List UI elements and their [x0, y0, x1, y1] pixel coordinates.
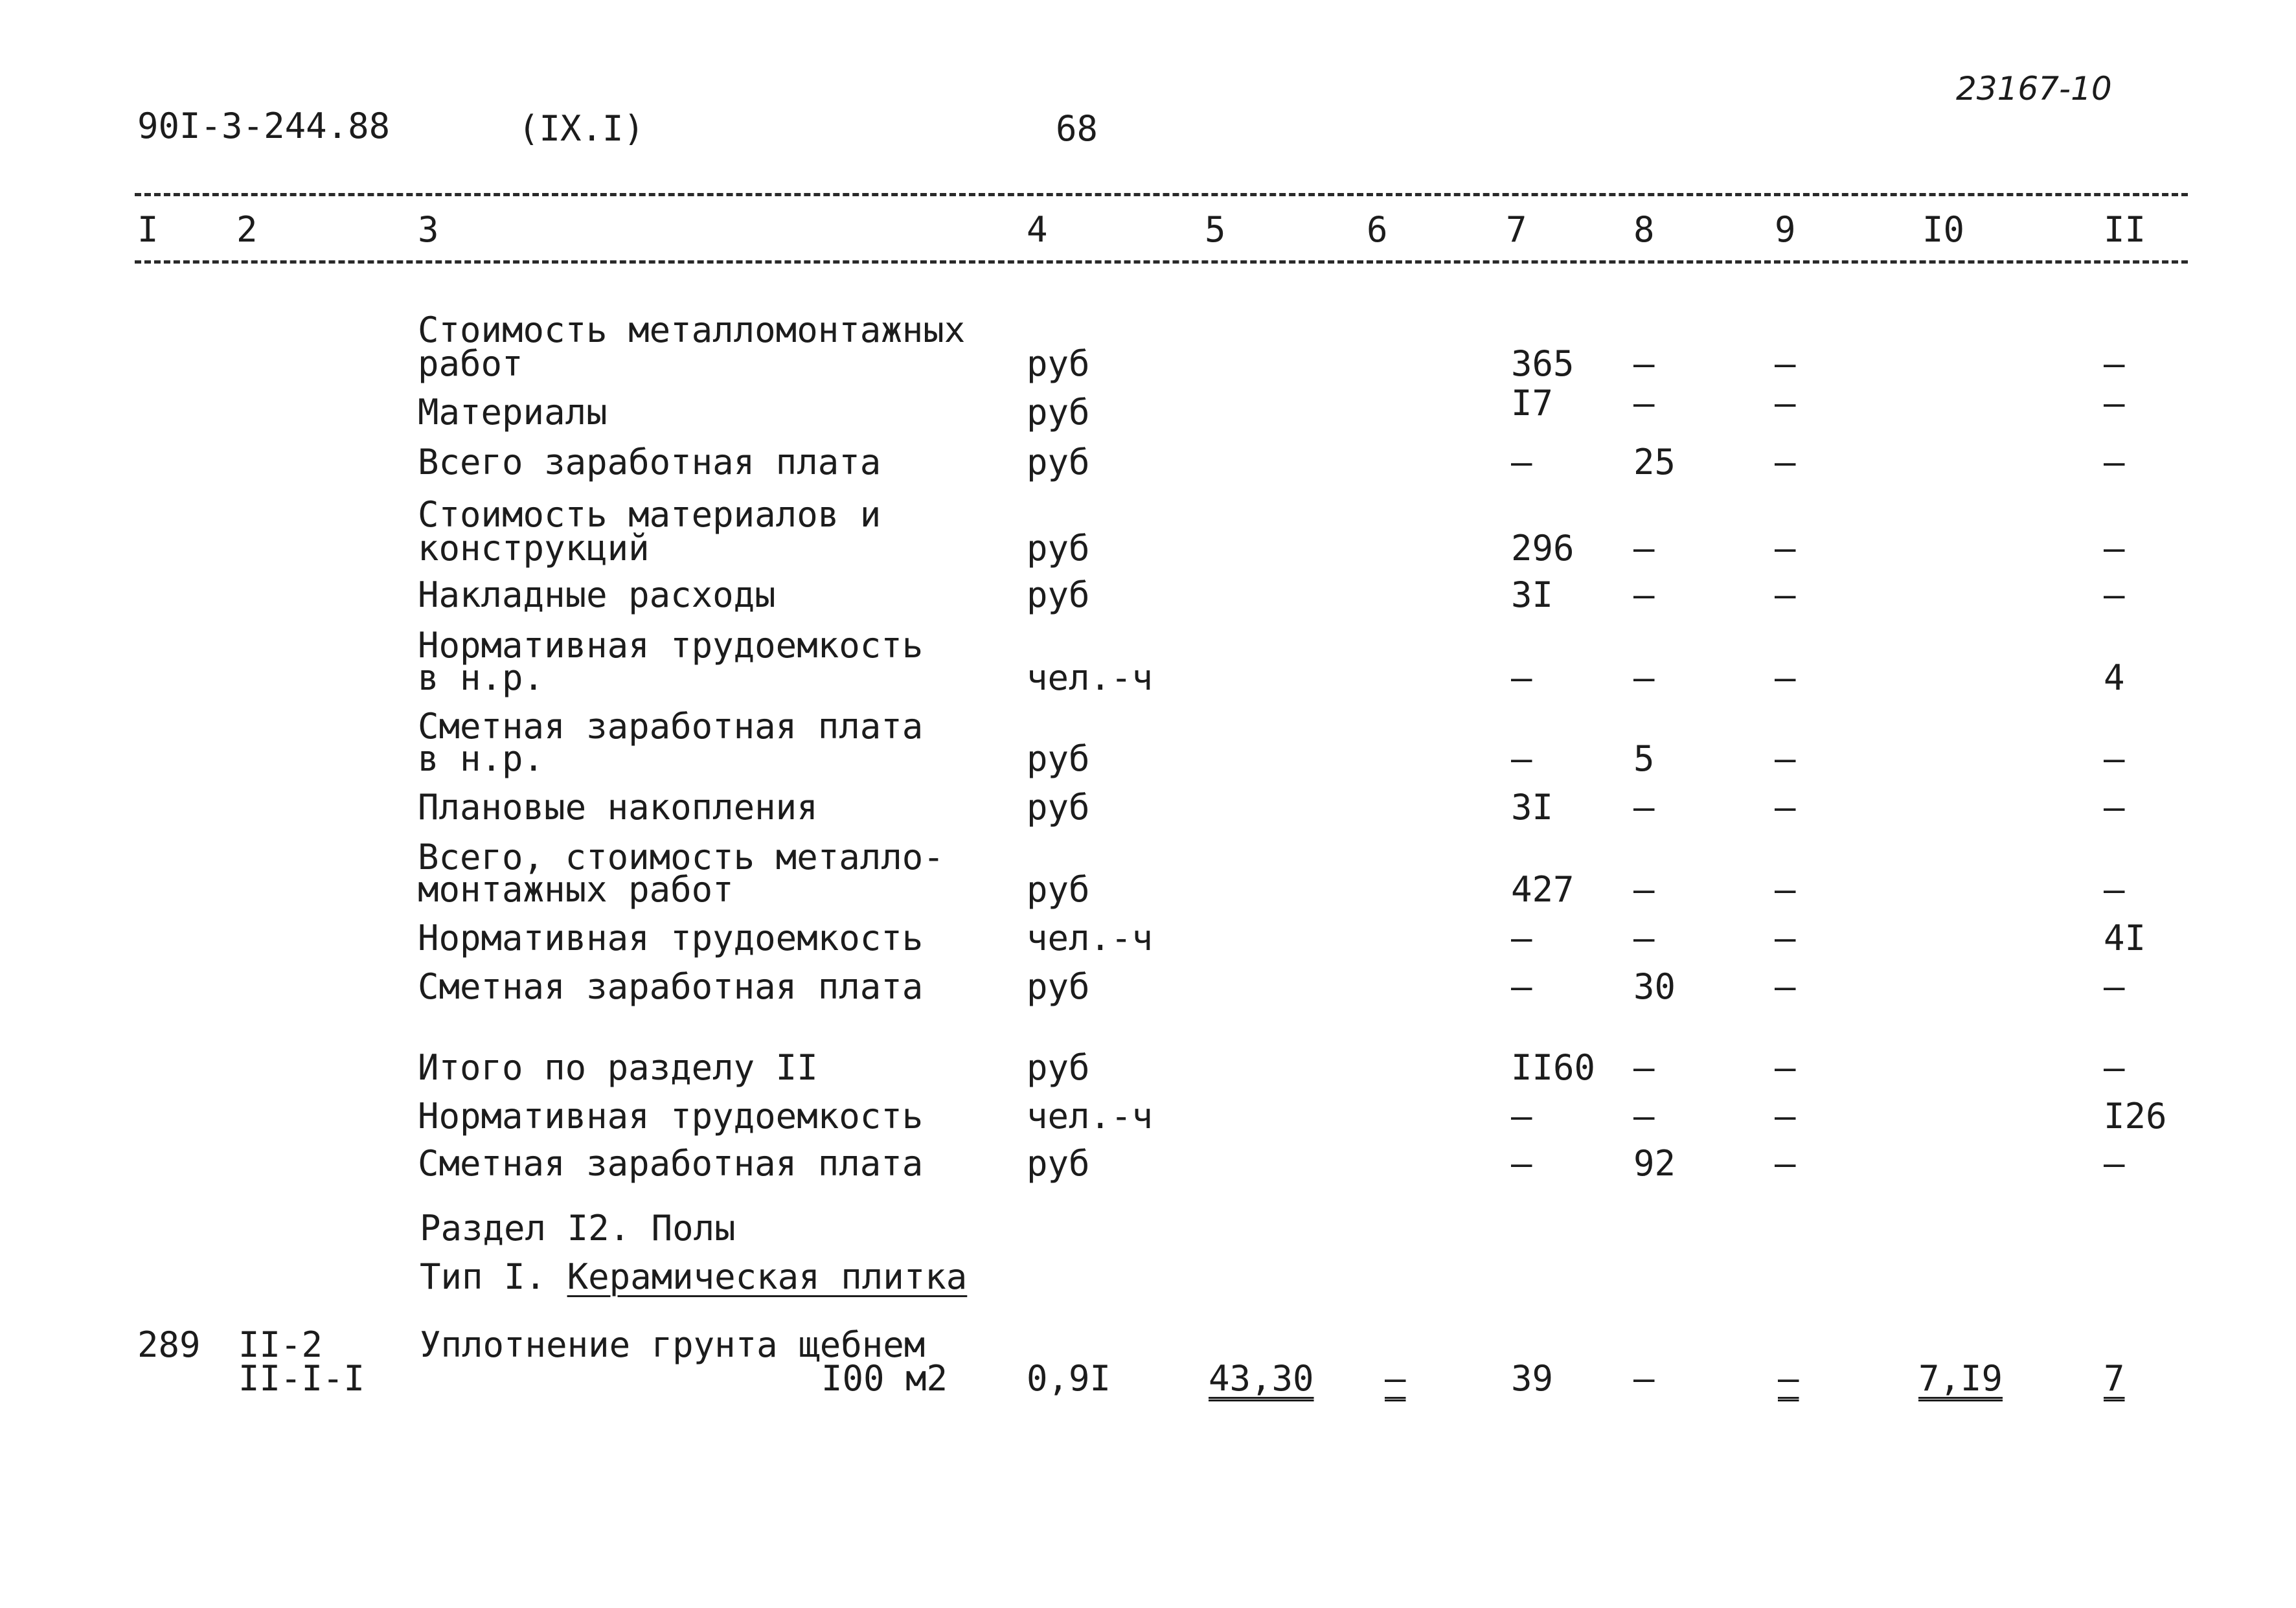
- row-description: Сметная заработная плата: [418, 966, 924, 1007]
- item-col11: 7: [2104, 1358, 2125, 1399]
- row-col7: 427: [1511, 869, 1574, 910]
- row-unit: руб: [1027, 1047, 1090, 1088]
- row-col11: 4: [2104, 657, 2125, 698]
- row-col7: –: [1511, 657, 1532, 698]
- header-rule-bottom: [135, 260, 2188, 264]
- row-unit: руб: [1027, 787, 1090, 828]
- item-description: Уплотнение грунта щебнем: [420, 1324, 926, 1365]
- row-col9: –: [1775, 657, 1796, 698]
- row-unit: чел.-ч: [1027, 918, 1154, 958]
- row-col9: –: [1775, 738, 1796, 779]
- item-unit: I00 м2: [821, 1358, 948, 1399]
- row-col9: –: [1775, 383, 1796, 424]
- item-quantity: 0,9I: [1027, 1358, 1111, 1399]
- column-header: 5: [1205, 209, 1226, 250]
- row-col7: 365: [1511, 343, 1574, 384]
- section-type: [420, 1256, 968, 1297]
- row-col11: –: [2104, 528, 2125, 569]
- row-description: Всего заработная плата: [418, 442, 881, 482]
- document-code: 90I-3-244.88: [137, 106, 391, 146]
- row-col11: –: [2104, 787, 2125, 828]
- item-col9: –: [1778, 1358, 1799, 1399]
- item-col7: 39: [1511, 1358, 1554, 1399]
- column-header: 6: [1367, 209, 1388, 250]
- row-col11: –: [2104, 442, 2125, 482]
- row-col9: –: [1775, 787, 1796, 828]
- row-col8: 30: [1633, 966, 1676, 1007]
- row-col7: –: [1511, 442, 1532, 482]
- row-col8: –: [1633, 787, 1655, 828]
- row-col9: –: [1775, 918, 1796, 958]
- row-col9: –: [1775, 343, 1796, 384]
- row-description: в н.р.: [418, 738, 545, 779]
- row-description: Сметная заработная плата: [418, 706, 924, 747]
- column-header: 4: [1027, 209, 1048, 250]
- row-col8: –: [1633, 528, 1655, 569]
- row-col11: 4I: [2104, 918, 2146, 958]
- column-header: I0: [1922, 209, 1965, 250]
- row-col7: I7: [1511, 383, 1554, 424]
- row-col11: –: [2104, 383, 2125, 424]
- row-col7: –: [1511, 966, 1532, 1007]
- row-col8: –: [1633, 383, 1655, 424]
- row-description: работ: [418, 343, 523, 384]
- row-unit: чел.-ч: [1027, 1096, 1154, 1137]
- row-col7: –: [1511, 1096, 1532, 1137]
- row-col7: 296: [1511, 528, 1574, 569]
- item-col6: –: [1385, 1358, 1406, 1399]
- row-col8: –: [1633, 918, 1655, 958]
- row-col7: –: [1511, 738, 1532, 779]
- row-col9: –: [1775, 574, 1796, 615]
- row-col7: II60: [1511, 1047, 1596, 1088]
- row-col7: –: [1511, 918, 1532, 958]
- row-description: Всего, стоимость металло-: [418, 837, 944, 878]
- row-unit: руб: [1027, 738, 1090, 779]
- row-unit: руб: [1027, 1143, 1090, 1184]
- row-unit: руб: [1027, 574, 1090, 615]
- row-col8: 92: [1633, 1143, 1676, 1184]
- row-col7: 3I: [1511, 787, 1554, 828]
- row-unit: руб: [1027, 528, 1090, 569]
- row-unit: руб: [1027, 442, 1090, 482]
- row-col11: –: [2104, 574, 2125, 615]
- row-description: монтажных работ: [418, 869, 734, 910]
- row-col8: 25: [1633, 442, 1676, 482]
- row-col8: –: [1633, 574, 1655, 615]
- row-description: конструкций: [418, 528, 650, 569]
- section-type-name: Керамическая плитка: [567, 1256, 968, 1297]
- item-unit-price: 43,30: [1209, 1358, 1314, 1399]
- row-description: Стоимость материалов и: [418, 494, 881, 535]
- row-description: Плановые накопления: [418, 787, 818, 828]
- row-description: Накладные расходы: [418, 574, 776, 615]
- row-description: Нормативная трудоемкость: [418, 625, 924, 666]
- page-number: 68: [1056, 108, 1098, 149]
- archive-number: 23167-10: [1956, 70, 2112, 108]
- column-header: I: [137, 209, 159, 250]
- section-code: (IX.I): [518, 108, 645, 149]
- row-unit: чел.-ч: [1027, 657, 1154, 698]
- row-unit: руб: [1027, 392, 1090, 433]
- row-col8: –: [1633, 657, 1655, 698]
- row-description: Нормативная трудоемкость: [418, 918, 924, 958]
- item-col10: 7,I9: [1918, 1358, 2003, 1399]
- row-description: Итого по разделу II: [418, 1047, 818, 1088]
- row-col11: –: [2104, 966, 2125, 1007]
- row-col11: –: [2104, 738, 2125, 779]
- row-col9: –: [1775, 966, 1796, 1007]
- row-col8: –: [1633, 343, 1655, 384]
- row-col8: –: [1633, 869, 1655, 910]
- row-col11: I26: [2104, 1096, 2167, 1137]
- column-header: 2: [236, 209, 258, 250]
- item-col8: –: [1633, 1358, 1655, 1399]
- column-header: 3: [418, 209, 439, 250]
- row-unit: руб: [1027, 343, 1090, 384]
- row-col11: –: [2104, 343, 2125, 384]
- row-col9: –: [1775, 1047, 1796, 1088]
- row-col8: –: [1633, 1096, 1655, 1137]
- row-col9: –: [1775, 1096, 1796, 1137]
- row-col11: –: [2104, 1047, 2125, 1088]
- row-description: в н.р.: [418, 657, 545, 698]
- row-description: Стоимость металломонтажных: [418, 310, 966, 350]
- row-col7: –: [1511, 1143, 1532, 1184]
- column-header: II: [2104, 209, 2146, 250]
- column-header: 9: [1775, 209, 1796, 250]
- section-type-prefix: Тип I.: [420, 1256, 567, 1297]
- row-description: Нормативная трудоемкость: [418, 1096, 924, 1137]
- row-col11: –: [2104, 869, 2125, 910]
- row-col7: 3I: [1511, 574, 1554, 615]
- item-code-1: II-2: [238, 1324, 323, 1365]
- column-header: 8: [1633, 209, 1655, 250]
- row-col9: –: [1775, 869, 1796, 910]
- header-rule-top: [135, 193, 2188, 196]
- column-header: 7: [1506, 209, 1527, 250]
- item-code-2: II-I-I: [238, 1358, 365, 1399]
- row-unit: руб: [1027, 966, 1090, 1007]
- row-col8: –: [1633, 1047, 1655, 1088]
- section-title: Раздел I2. Полы: [420, 1208, 736, 1249]
- row-col8: 5: [1633, 738, 1655, 779]
- row-col9: –: [1775, 442, 1796, 482]
- item-number: 289: [137, 1324, 201, 1365]
- row-unit: руб: [1027, 869, 1090, 910]
- row-col9: –: [1775, 528, 1796, 569]
- row-col11: –: [2104, 1143, 2125, 1184]
- row-description: Материалы: [418, 392, 608, 433]
- row-description: Сметная заработная плата: [418, 1143, 924, 1184]
- row-col9: –: [1775, 1143, 1796, 1184]
